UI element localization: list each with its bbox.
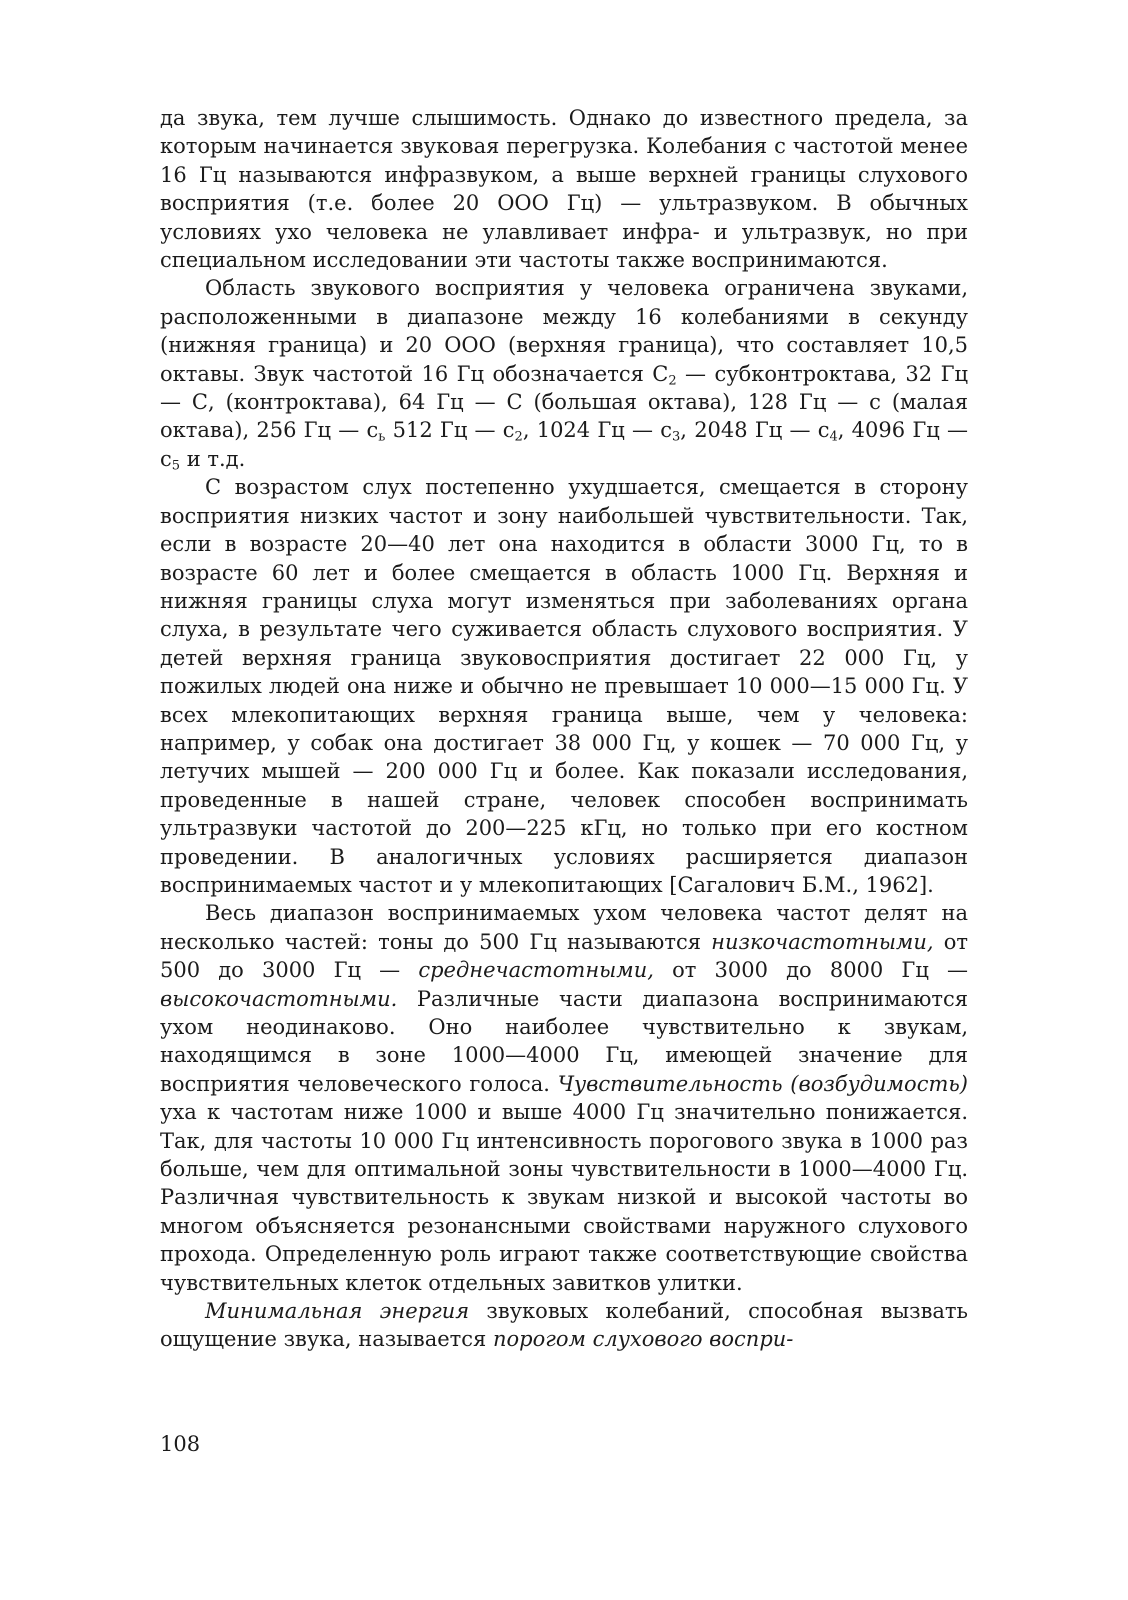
text-run: — субконтроктава, 32 Гц — С, (контроктава), 64 Гц — С (большая октава), 128 Гц — с (малая октава), 256 Гц — с — [160, 361, 968, 443]
paragraph-4 — [160, 899, 968, 1297]
italic-term: Минимальная энергия — [205, 1299, 470, 1324]
italic-term: низкочастотными, — [711, 929, 934, 954]
italic-term: среднечастотными, — [418, 958, 654, 983]
italic-term: высокочастотными. — [160, 986, 398, 1011]
text-run: Область звукового восприятия у человека ограничена звуками, расположенными в диапазоне между 16 колебаниями в секунду (нижняя граница) и 20 ООО (верхняя граница), что составляет 10,5 октавы. Звук частотой 16 Гц обозначается С — [160, 276, 968, 386]
text-run: , 4096 Гц — с — [160, 418, 968, 471]
subscript-index: 2 — [668, 372, 677, 388]
paragraph-1 — [160, 104, 968, 274]
text-run: от 500 до 3000 Гц — — [160, 929, 968, 983]
italic-term: Чувствительность (возбудимость) — [557, 1071, 968, 1096]
text-run: Различные части диапазона воспринимаются ухом неодинаково. Оно наиболее чувствительно к звукам, находящимся в зоне 1000—4000 Гц, имеющей значение для восприятия человеческого голоса. — [160, 986, 968, 1096]
subscript-index: 4 — [829, 429, 838, 445]
text-run: да звука, тем лучше слышимость. Однако до известного предела, за которым начинается звуковая перегрузка. Колебания с частотой менее 16 Гц называются инфразвуком, а выше верхней границы слухового восприятия (т.е. более 20 ООО Гц) — ультразвуком. В обычных условиях ухо человека не улавливает инфра- и ультразвук, но при специальном исследовании эти частоты также воспринимаются. — [160, 106, 968, 273]
italic-term: порогом слухового воспри- — [492, 1327, 794, 1352]
paragraph-3 — [160, 473, 968, 899]
text-run: и т.д. — [180, 446, 246, 471]
paragraph-5 — [160, 1297, 968, 1354]
subscript-index: 5 — [171, 458, 181, 474]
text-run: Весь диапазон воспринимаемых ухом человека частот делят на несколько частей: тоны до 500 Гц называются — [160, 901, 968, 954]
text-run: , 2048 Гц — с — [680, 418, 830, 443]
subscript-index: 3 — [672, 429, 681, 445]
page-text — [160, 104, 968, 1354]
text-run: от 3000 до 8000 Гц — — [653, 958, 969, 983]
page-number: 108 — [160, 1432, 201, 1456]
text-run: уха к частотам ниже 1000 и выше 4000 Гц значительно понижается. Так, для частоты 10 000 Гц интенсивность порогового звука в 1000 раз больше, чем для оптимальной зоны чувствительности в 1000—4000 Гц. Различная чувствительность к звукам низкой и высокой частоты во многом объясняется резонансными свойствами наружного слухового прохода. Определенную роль играют также соответствующие свойства чувствительных клеток отдельных завитков улитки. — [160, 1100, 968, 1295]
subscript-index: ь — [378, 429, 386, 445]
paragraph-2 — [160, 274, 968, 473]
text-run: С возрастом слух постепенно ухудшается, смещается в сторону восприятия низких частот и зону наибольшей чувствительности. Так, если в возрасте 20—40 лет она находится в области 3000 Гц, то в возрасте 60 лет и более смещается в область 1000 Гц. Верхняя и нижняя границы слуха могут изменяться при заболеваниях органа слуха, в результате чего суживается область слухового восприятия. У детей верхняя граница звуковосприятия достигает 22 000 Гц, у пожилых людей она ниже и обычно не превышает 10 000—15 000 Гц. У всех млекопитающих верхняя граница выше, чем у человека: например, у собак она достигает 38 000 Гц, у кошек — 70 000 Гц, у летучих мышей — 200 000 Гц и более. Как показали исследования, проведенные в нашей стране, человек способен воспринимать ультразвуки частотой до 200—225 кГц, но только при его костном проведении. В аналогичных условиях расширяется диапазон воспринимаемых частот и у млекопитающих [Сагалович Б.М., 1962]. — [160, 475, 968, 897]
text-run: , 1024 Гц — с — [522, 418, 673, 443]
subscript-index: 2 — [514, 429, 523, 445]
text-run: 512 Гц — с — [385, 418, 515, 443]
text-run: звуковых колебаний, способная вызвать ощущение звука, называется — [160, 1299, 968, 1352]
